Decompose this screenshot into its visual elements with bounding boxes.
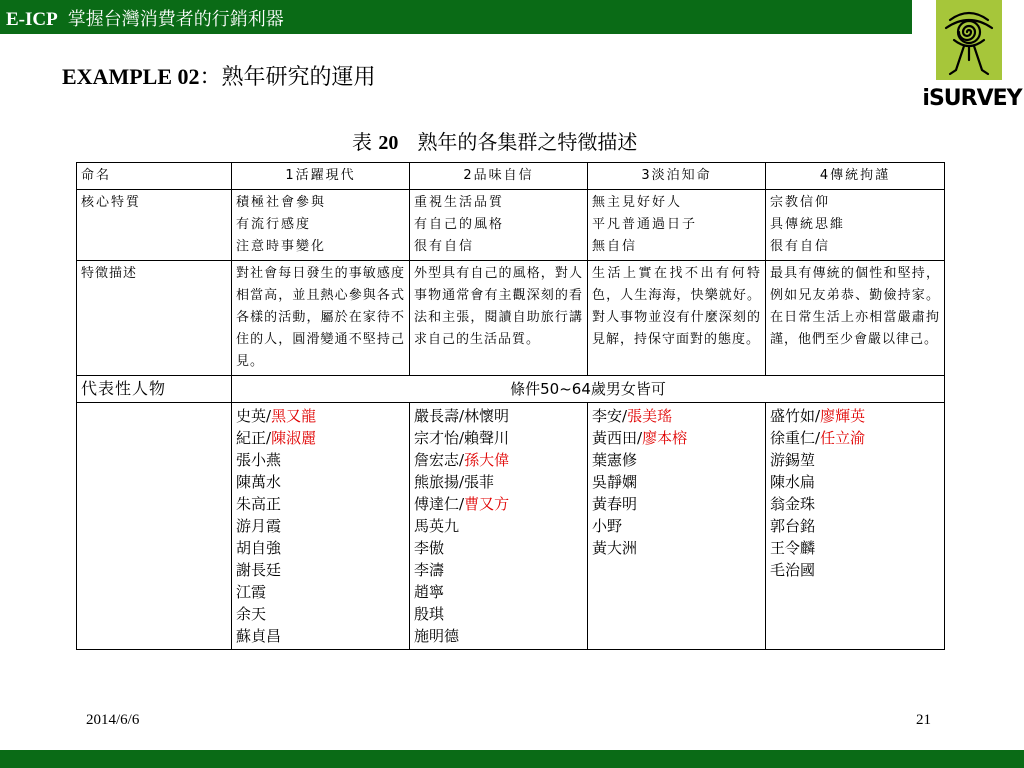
name-text: 傅達仁/ bbox=[414, 495, 465, 513]
person-name bbox=[770, 405, 940, 427]
name-text: 趙寧 bbox=[414, 583, 445, 601]
name-text: 詹宏志/ bbox=[414, 451, 465, 469]
person-name bbox=[414, 537, 583, 559]
names-cell bbox=[232, 403, 410, 650]
trait: 宗教信仰 bbox=[770, 195, 831, 210]
person-name bbox=[414, 405, 583, 427]
core-traits-row bbox=[77, 190, 945, 261]
name-text: 黃春明 bbox=[592, 495, 638, 513]
highlighted-name: 曹又方 bbox=[464, 495, 510, 513]
header-subtitle: 掌握台灣消費者的行銷利器 bbox=[67, 9, 284, 30]
trait: 注意時事變化 bbox=[236, 239, 327, 254]
core-traits-cell bbox=[588, 190, 766, 261]
name-text: 馬英九 bbox=[414, 517, 460, 535]
person-name bbox=[592, 427, 761, 449]
core-traits-cell bbox=[232, 190, 410, 261]
trait: 積極社會參與 bbox=[236, 195, 327, 210]
name-text: 熊旅揚/張菲 bbox=[414, 473, 495, 491]
trait: 重視生活品質 bbox=[414, 195, 505, 210]
person-name bbox=[414, 625, 583, 647]
name-text: 游月霞 bbox=[236, 517, 282, 535]
person-name bbox=[236, 537, 405, 559]
person-name bbox=[770, 559, 940, 581]
name-text: 王令麟 bbox=[770, 539, 816, 557]
person-name bbox=[592, 449, 761, 471]
name-text: 嚴長壽/林懷明 bbox=[414, 407, 510, 425]
example-heading: ：熟年研究的運用 bbox=[199, 65, 376, 90]
names-cell bbox=[588, 403, 766, 650]
description-cell: 生活上實在找不出有何特色，人生海海，快樂就好。對人事物並沒有什麼深刻的見解，持保守面對的態度。 bbox=[588, 261, 766, 376]
isurvey-logo bbox=[918, 0, 1024, 120]
footer-bar bbox=[0, 750, 1024, 768]
person-name bbox=[414, 471, 583, 493]
core-traits-cell bbox=[410, 190, 588, 261]
description-cell: 對社會每日發生的事敏感度相當高，並且熱心參與各式各樣的活動，屬於在家待不住的人，圓滑變通不堅持己見。 bbox=[232, 261, 410, 376]
age-condition: 條件50~64歲男女皆可 bbox=[232, 376, 945, 403]
name-text: 盛竹如/ bbox=[770, 407, 821, 425]
trait: 有流行感度 bbox=[236, 217, 312, 232]
example-prefix: EXAMPLE 02 bbox=[62, 64, 200, 89]
table-caption-label: 表 bbox=[352, 130, 372, 154]
trait: 有自己的風格 bbox=[414, 217, 505, 232]
table-caption-number: 20 bbox=[378, 132, 399, 154]
header-title bbox=[6, 5, 284, 31]
person-name bbox=[236, 449, 405, 471]
highlighted-name: 廖輝英 bbox=[820, 407, 866, 425]
names-cell bbox=[766, 403, 945, 650]
person-name bbox=[236, 559, 405, 581]
name-text: 黃西田/ bbox=[592, 429, 643, 447]
person-name bbox=[236, 603, 405, 625]
description-row bbox=[77, 261, 945, 376]
row-label: 代表性人物 bbox=[77, 376, 232, 403]
name-text: 黃大洲 bbox=[592, 539, 638, 557]
header-code: E-ICP bbox=[6, 9, 58, 30]
person-name bbox=[592, 537, 761, 559]
name-text: 宗才怡/賴聲川 bbox=[414, 429, 510, 447]
name-text: 徐重仁/ bbox=[770, 429, 821, 447]
trait: 很有自信 bbox=[414, 239, 475, 254]
highlighted-name: 黑又龍 bbox=[271, 407, 317, 425]
person-name bbox=[770, 471, 940, 493]
header-cell: 3淡泊知命 bbox=[588, 163, 766, 190]
highlighted-name: 任立渝 bbox=[820, 429, 866, 447]
person-name bbox=[592, 515, 761, 537]
example-title bbox=[62, 60, 376, 91]
person-name bbox=[592, 493, 761, 515]
name-text: 游錫堃 bbox=[770, 451, 816, 469]
name-text: 蘇貞昌 bbox=[236, 627, 282, 645]
person-name bbox=[414, 449, 583, 471]
table-caption bbox=[352, 126, 637, 155]
person-name bbox=[770, 537, 940, 559]
person-name bbox=[236, 515, 405, 537]
header-cell: 2品味自信 bbox=[410, 163, 588, 190]
cluster-table bbox=[76, 162, 945, 650]
person-name bbox=[414, 581, 583, 603]
description-cell: 外型具有自己的風格，對人事物通常會有主觀深刻的看法和主張，閱讀自助旅行講求自己的生活品質。 bbox=[410, 261, 588, 376]
person-name bbox=[414, 515, 583, 537]
person-name bbox=[236, 581, 405, 603]
names-cell bbox=[410, 403, 588, 650]
person-name bbox=[414, 559, 583, 581]
header-bar bbox=[0, 0, 912, 34]
core-traits-cell bbox=[766, 190, 945, 261]
person-name bbox=[236, 471, 405, 493]
person-name bbox=[236, 427, 405, 449]
name-text: 李安/ bbox=[592, 407, 628, 425]
name-text: 施明德 bbox=[414, 627, 460, 645]
representatives-condition-row bbox=[77, 376, 945, 403]
name-text: 李傲 bbox=[414, 539, 445, 557]
person-name bbox=[414, 427, 583, 449]
eye-spiral-icon bbox=[936, 0, 1002, 80]
footer-date: 2014/6/6 bbox=[86, 712, 140, 728]
row-label: 特徵描述 bbox=[77, 261, 232, 376]
name-text: 陳萬水 bbox=[236, 473, 282, 491]
header-cell: 4傳統拘謹 bbox=[766, 163, 945, 190]
page-number: 21 bbox=[916, 712, 931, 728]
name-text: 小野 bbox=[592, 517, 623, 535]
name-text: 江霞 bbox=[236, 583, 267, 601]
person-name bbox=[770, 449, 940, 471]
name-text: 葉憲修 bbox=[592, 451, 638, 469]
name-text: 吳靜嫻 bbox=[592, 473, 638, 491]
name-text: 余天 bbox=[236, 605, 267, 623]
name-text: 李濤 bbox=[414, 561, 445, 579]
person-name bbox=[236, 405, 405, 427]
name-text: 朱高正 bbox=[236, 495, 282, 513]
row-label: 核心特質 bbox=[77, 190, 232, 261]
trait: 很有自信 bbox=[770, 239, 831, 254]
highlighted-name: 張美瑤 bbox=[627, 407, 673, 425]
trait: 無主見好好人 bbox=[592, 195, 683, 210]
person-name bbox=[236, 625, 405, 647]
description-cell: 最具有傳統的個性和堅持，例如兄友弟恭、勤儉持家。在日常生活上亦相當嚴肅拘謹，他們至少會嚴以律己。 bbox=[766, 261, 945, 376]
name-text: 陳水扁 bbox=[770, 473, 816, 491]
person-name bbox=[770, 427, 940, 449]
person-name bbox=[414, 493, 583, 515]
name-text: 史英/ bbox=[236, 407, 272, 425]
name-text: 郭台銘 bbox=[770, 517, 816, 535]
representatives-row bbox=[77, 403, 945, 650]
name-text: 張小燕 bbox=[236, 451, 282, 469]
name-text: 翁金珠 bbox=[770, 495, 816, 513]
person-name bbox=[414, 603, 583, 625]
name-text: 毛治國 bbox=[770, 561, 816, 579]
name-text: 胡自強 bbox=[236, 539, 282, 557]
person-name bbox=[770, 515, 940, 537]
header-cell: 1活躍現代 bbox=[232, 163, 410, 190]
logo-text: iSURVEY bbox=[922, 86, 1022, 111]
trait: 無自信 bbox=[592, 239, 638, 254]
trait: 平凡普通過日子 bbox=[592, 217, 698, 232]
highlighted-name: 孫大偉 bbox=[464, 451, 510, 469]
table-caption-title: 熟年的各集群之特徵描述 bbox=[417, 130, 638, 154]
empty-cell bbox=[77, 403, 232, 650]
logo-graphic bbox=[936, 0, 1002, 80]
person-name bbox=[592, 405, 761, 427]
header-cell: 命名 bbox=[77, 163, 232, 190]
name-text: 紀正/ bbox=[236, 429, 272, 447]
highlighted-name: 廖本榕 bbox=[642, 429, 688, 447]
trait: 具傳統思維 bbox=[770, 217, 846, 232]
person-name bbox=[770, 493, 940, 515]
table-header-row bbox=[77, 163, 945, 190]
name-text: 殷琪 bbox=[414, 605, 445, 623]
name-text: 謝長廷 bbox=[236, 561, 282, 579]
highlighted-name: 陳淑麗 bbox=[271, 429, 317, 447]
person-name bbox=[236, 493, 405, 515]
person-name bbox=[592, 471, 761, 493]
